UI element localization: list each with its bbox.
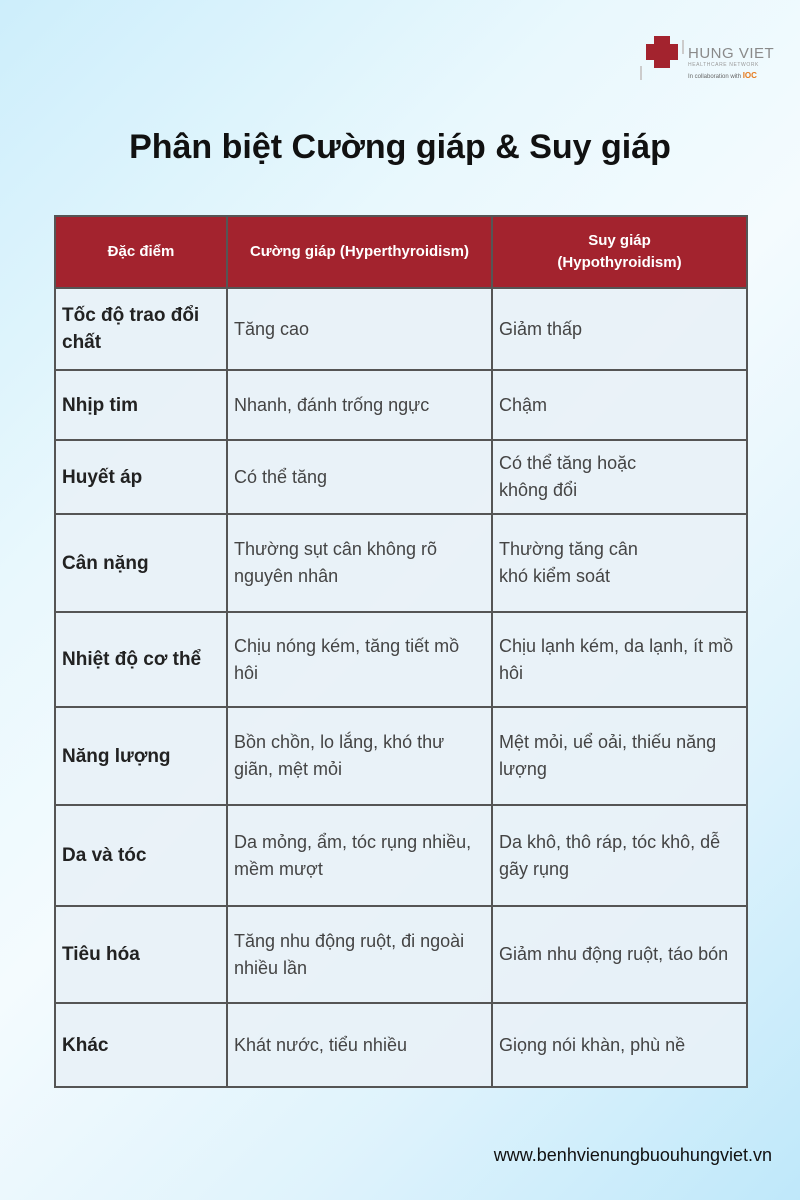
- feature-cell: Khác: [55, 1003, 227, 1087]
- hyperthyroidism-cell: Bồn chồn, lo lắng, khó thư giãn, mệt mỏi: [227, 707, 492, 805]
- hypothyroidism-cell: Có thể tăng hoặc không đổi: [492, 440, 747, 514]
- logo-brand-text: HUNG VIET: [688, 45, 775, 62]
- hypothyroidism-cell: Chậm: [492, 370, 747, 440]
- hyperthyroidism-cell: Nhanh, đánh trống ngực: [227, 370, 492, 440]
- table-row: [55, 370, 747, 440]
- hypothyroidism-cell: Giảm thấp: [492, 288, 747, 370]
- table-row: [55, 707, 747, 805]
- feature-cell: Da và tóc: [55, 805, 227, 906]
- table-row: [55, 805, 747, 906]
- feature-cell: Huyết áp: [55, 440, 227, 514]
- feature-cell: Cân nặng: [55, 514, 227, 612]
- hypothyroidism-cell: Da khô, thô ráp, tóc khô, dễ gãy rụng: [492, 805, 747, 906]
- hung-viet-logo: [640, 36, 790, 86]
- header-feature: Đặc điểm: [55, 216, 227, 288]
- table-header-row: [55, 216, 747, 288]
- feature-cell: Tiêu hóa: [55, 906, 227, 1003]
- feature-cell: Năng lượng: [55, 707, 227, 805]
- hyperthyroidism-cell: Khát nước, tiểu nhiều: [227, 1003, 492, 1087]
- collab-prefix: In collaboration with: [688, 74, 742, 80]
- header-hyperthyroidism: Cường giáp (Hyperthyroidism): [227, 216, 492, 288]
- hyperthyroidism-cell: Chịu nóng kém, tăng tiết mồ hôi: [227, 612, 492, 707]
- table-row: [55, 1003, 747, 1087]
- table-row: [55, 440, 747, 514]
- hyperthyroidism-cell: Da mỏng, ẩm, tóc rụng nhiều, mềm mượt: [227, 805, 492, 906]
- hyperthyroidism-cell: Có thể tăng: [227, 440, 492, 514]
- logo-collab-text: [688, 71, 757, 80]
- hypothyroidism-cell: Mệt mỏi, uể oải, thiếu năng lượng: [492, 707, 747, 805]
- ioc-logo-text: IOC: [742, 71, 757, 80]
- hypothyroidism-cell: Chịu lạnh kém, da lạnh, ít mồ hôi: [492, 612, 747, 707]
- feature-cell: Nhịp tim: [55, 370, 227, 440]
- table-row: [55, 612, 747, 707]
- hypothyroidism-cell: Giọng nói khàn, phù nề: [492, 1003, 747, 1087]
- comparison-table: [54, 215, 748, 1088]
- feature-cell: Nhiệt độ cơ thể: [55, 612, 227, 707]
- table-row: [55, 906, 747, 1003]
- header-hypothyroidism: Suy giáp (Hypothyroidism): [492, 216, 747, 288]
- website-url: www.benhvienungbuouhungviet.vn: [493, 1145, 772, 1165]
- hyperthyroidism-cell: Tăng nhu động ruột, đi ngoài nhiều lần: [227, 906, 492, 1003]
- hyperthyroidism-cell: Tăng cao: [227, 288, 492, 370]
- page-title: Phân biệt Cường giáp & Suy giáp: [129, 128, 671, 166]
- feature-cell: Tốc độ trao đổi chất: [55, 288, 227, 370]
- logo-sub-text: HEALTHCARE NETWORK: [688, 62, 759, 68]
- hypothyroidism-cell: Giảm nhu động ruột, táo bón: [492, 906, 747, 1003]
- table-row: [55, 288, 747, 370]
- table-row: [55, 514, 747, 612]
- medical-cross-icon: [640, 36, 684, 82]
- hypothyroidism-cell: Thường tăng cân khó kiểm soát: [492, 514, 747, 612]
- hyperthyroidism-cell: Thường sụt cân không rõ nguyên nhân: [227, 514, 492, 612]
